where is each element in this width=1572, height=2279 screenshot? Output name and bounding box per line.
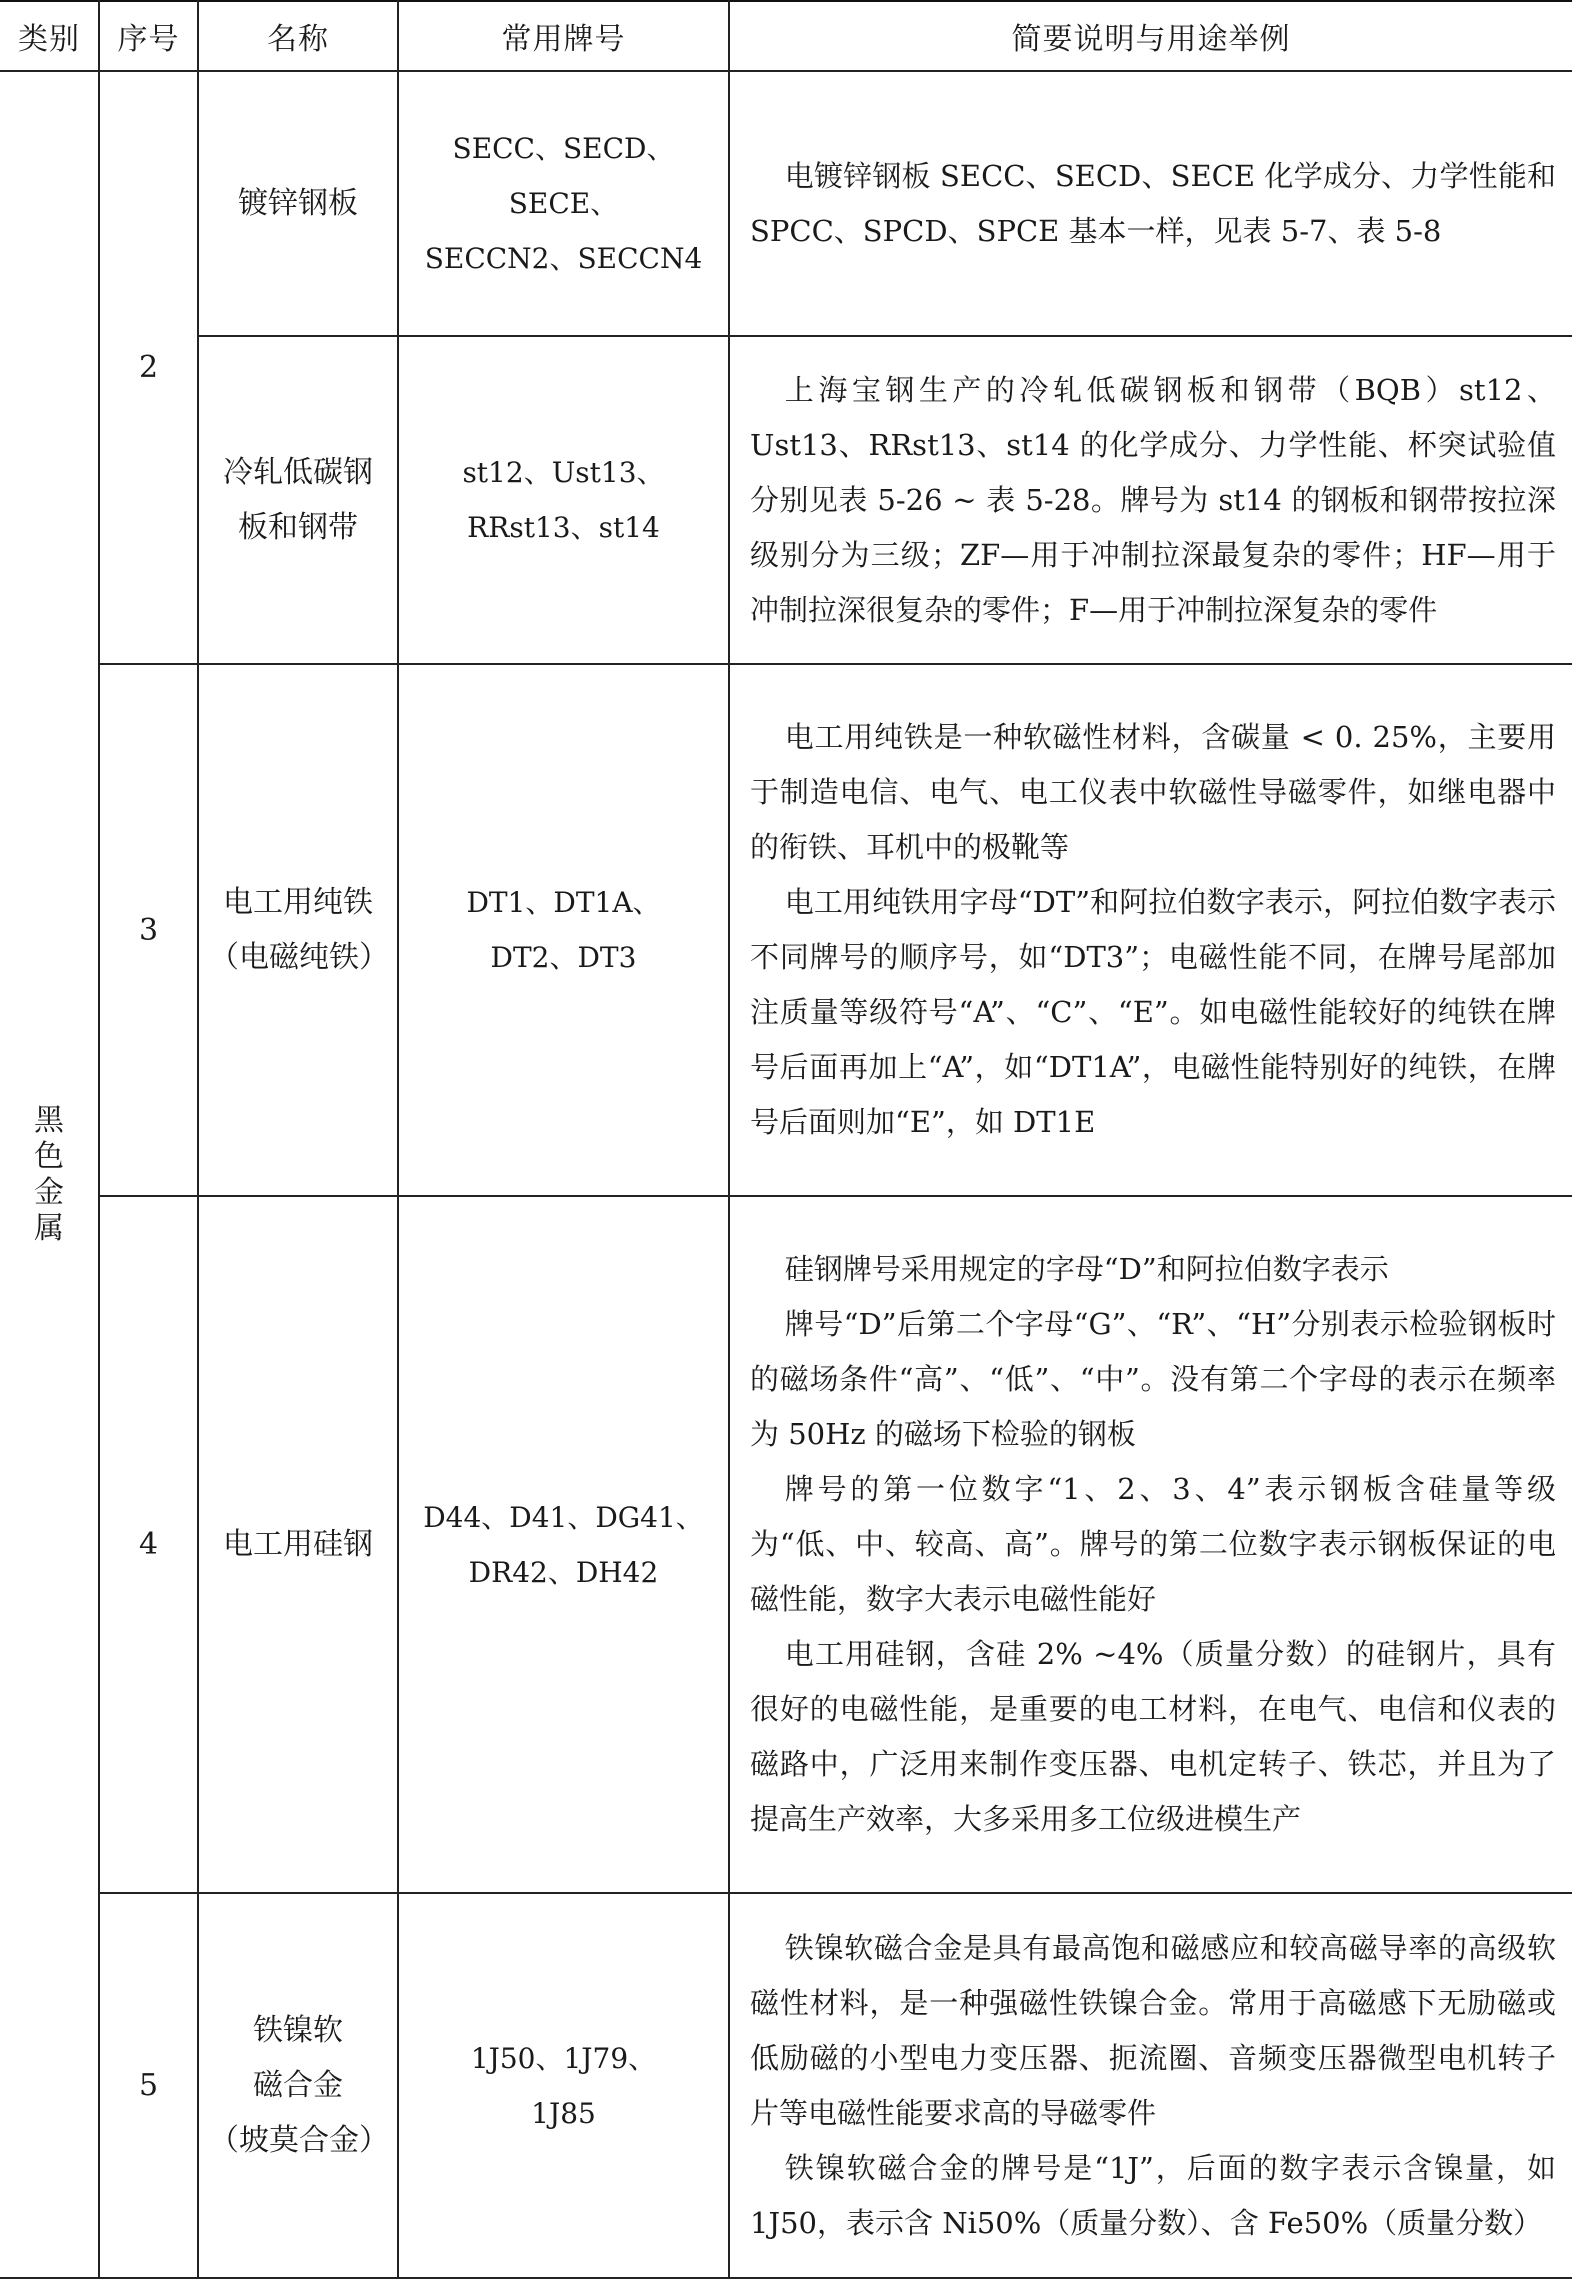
grade-cell xyxy=(398,1893,729,2278)
header-name: 名称 xyxy=(198,1,398,71)
name-line: 电工用纯铁 xyxy=(223,885,373,920)
grade-line: DT1、DT1A、 xyxy=(466,886,661,919)
table-header xyxy=(0,1,1572,71)
header-category: 类别 xyxy=(0,1,99,71)
description-paragraph: 上海宝钢生产的冷轧低碳钢板和钢带（BQB）st12、Ust13、RRst13、st14 的化学成分、力学性能、杯突试验值分别见表 5-26 ~ 表 5-28。牌号为 st14 的钢板和钢带按拉深级别分为三级；ZF—用于冲制拉深最复杂的零件；HF—用于冲制拉深很复杂的零件；F—用于冲制拉深复杂的零件 xyxy=(750,372,1556,627)
table-row xyxy=(0,664,1572,1196)
description-cell xyxy=(729,1893,1572,2278)
grade-line: DR42、DH42 xyxy=(468,1555,659,1589)
name-line: （坡莫合金） xyxy=(209,2123,389,2158)
category-cell xyxy=(0,71,99,2278)
table-row xyxy=(0,1893,1572,2278)
grade-line: D44、D41、DG41、 xyxy=(423,1500,704,1534)
description-paragraph: 硅钢牌号采用规定的字母“D”和阿拉伯数字表示 xyxy=(784,1252,1389,1286)
grade-line: SECCN2、SECCN4 xyxy=(424,242,703,275)
grade-cell xyxy=(398,336,729,664)
table-row xyxy=(0,336,1572,664)
header-row xyxy=(0,1,1572,71)
name-cell xyxy=(198,1196,398,1893)
number-cell: 4 xyxy=(99,1196,198,1893)
description-paragraph: 电工用纯铁用字母“DT”和阿拉伯数字表示，阿拉伯数字表示不同牌号的顺序号，如“DT3”；电磁性能不同，在牌号尾部加注质量等级符号“A”、“C”、“E”。如电磁性能较好的纯铁在牌号后面再加上“A”，如“DT1A”，电磁性能特别好的纯铁，在牌号后面则加“E”，如 DT1E xyxy=(750,885,1556,1139)
grade-line: 1J85 xyxy=(531,2096,596,2130)
table-body xyxy=(0,71,1572,2278)
name-cell xyxy=(198,664,398,1196)
name-line: 板和钢带 xyxy=(238,510,358,545)
description-paragraph: 铁镍软磁合金是具有最高饱和磁感应和较高磁导率的高级软磁性材料，是一种强磁性铁镍合金。常用于高磁感下无励磁或低励磁的小型电力变压器、扼流圈、音频变压器微型电机转子片等电磁性能要求高的导磁零件 xyxy=(750,1930,1556,2130)
name-line: （电磁纯铁） xyxy=(209,940,389,975)
name-cell xyxy=(198,71,398,336)
number-cell: 3 xyxy=(99,664,198,1196)
description-paragraph: 牌号“D”后第二个字母“G”、“R”、“H”分别表示检验钢板时的磁场条件“高”、“低”、“中”。没有第二个字母的表示在频率为 50Hz 的磁场下检验的钢板 xyxy=(750,1307,1556,1451)
description-cell xyxy=(729,336,1572,664)
name-line: 镀锌钢板 xyxy=(238,186,358,221)
name-line: 磁合金 xyxy=(253,2068,343,2103)
table-row xyxy=(0,1196,1572,1893)
description-cell xyxy=(729,664,1572,1196)
grade-line: SECC、SECD、 xyxy=(452,132,675,165)
description-cell xyxy=(729,1196,1572,1893)
number-cell: 5 xyxy=(99,1893,198,2278)
header-description: 简要说明与用途举例 xyxy=(729,1,1572,71)
grade-line: st12、Ust13、 xyxy=(462,456,665,489)
grade-line: 1J50、1J79、 xyxy=(470,2041,657,2075)
name-cell xyxy=(198,1893,398,2278)
description-paragraph: 电镀锌钢板 SECC、SECD、SECE 化学成分、力学性能和 SPCC、SPCD、SPCE 基本一样，见表 5-7、表 5-8 xyxy=(750,158,1556,248)
description-paragraph: 铁镍软磁合金的牌号是“1J”，后面的数字表示含镍量，如 1J50，表示含 Ni50%（质量分数）、含 Fe50%（质量分数） xyxy=(750,2150,1556,2240)
name-line: 冷轧低碳钢 xyxy=(223,455,373,490)
description-cell xyxy=(729,71,1572,336)
grade-line: DT2、DT3 xyxy=(490,941,637,974)
name-line: 铁镍软 xyxy=(253,2013,343,2048)
description-paragraph: 电工用纯铁是一种软磁性材料，含碳量 < 0. 25%，主要用于制造电信、电气、电工仪表中软磁性导磁零件，如继电器中的衔铁、耳机中的极靴等 xyxy=(750,720,1556,864)
description-paragraph: 电工用硅钢，含硅 2% ~4%（质量分数）的硅钢片，具有很好的电磁性能，是重要的电工材料，在电气、电信和仪表的磁路中，广泛用来制作变压器、电机定转子、铁芯，并且为了提高生产效率，大多采用多工位级进模生产 xyxy=(750,1637,1556,1836)
number-cell: 2 xyxy=(99,71,198,664)
header-grade: 常用牌号 xyxy=(398,1,729,71)
table-row xyxy=(0,71,1572,336)
grade-line: RRst13、st14 xyxy=(467,511,660,544)
grade-cell xyxy=(398,664,729,1196)
description-paragraph: 牌号的第一位数字“1、2、3、4”表示钢板含硅量等级为“低、中、较高、高”。牌号的第二位数字表示钢板保证的电磁性能，数字大表示电磁性能好 xyxy=(750,1472,1556,1616)
name-cell xyxy=(198,336,398,664)
grade-line: SECE、 xyxy=(508,187,619,220)
grade-cell xyxy=(398,1196,729,1893)
header-number: 序号 xyxy=(99,1,198,71)
grade-cell xyxy=(398,71,729,336)
category-label: 黑色金属 xyxy=(34,1102,64,1246)
name-line: 电工用硅钢 xyxy=(223,1527,373,1562)
